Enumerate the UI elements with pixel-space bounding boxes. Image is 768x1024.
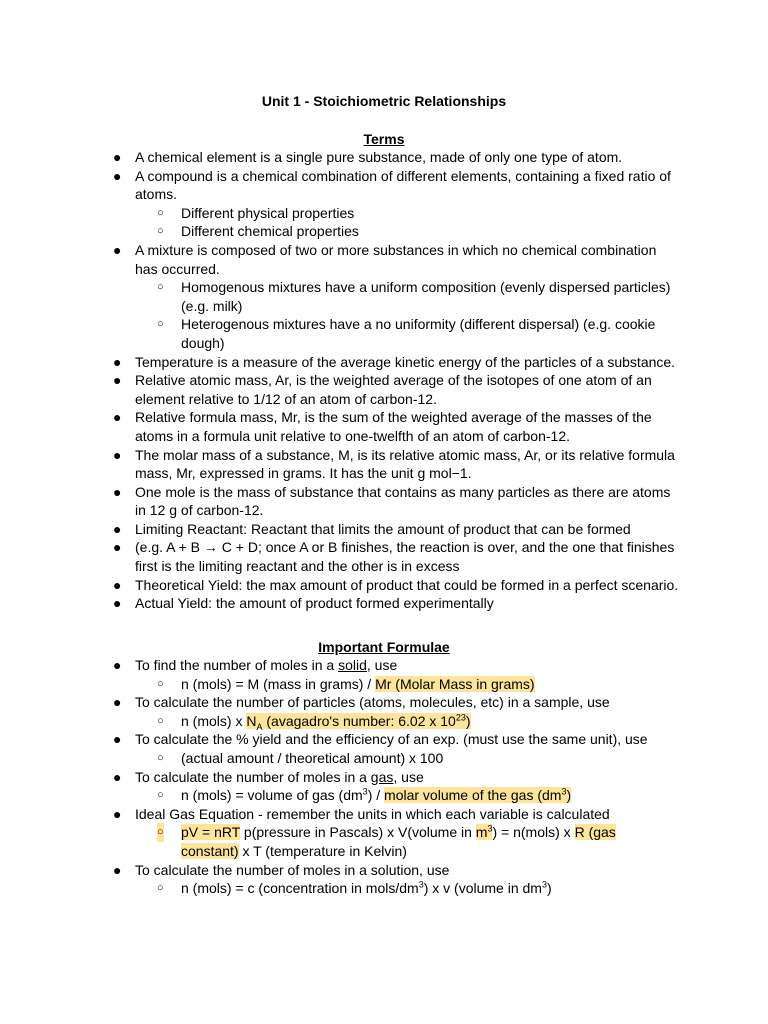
superscript: 3 xyxy=(362,786,368,797)
bullet: ● xyxy=(113,409,122,426)
sub-bullet: ○ xyxy=(157,225,164,238)
text-fragment: ) xyxy=(546,880,552,897)
highlighted-text: R (gas constant) xyxy=(181,824,616,859)
list-item xyxy=(0,371,680,408)
sub-list-item xyxy=(0,749,676,768)
terms-list xyxy=(0,148,680,613)
bullet: ● xyxy=(113,520,122,537)
superscript: 3 xyxy=(418,879,424,890)
text-fragment: n (mols) = c (concentration in mols/dm xyxy=(181,880,419,897)
list-item-text: A chemical element is a single pure substance, made of only one type of atom. xyxy=(135,149,623,165)
list-item xyxy=(0,520,680,539)
list-item-text: Temperature is a measure of the average kinetic energy of the particles of a substance. xyxy=(135,353,676,370)
list-item xyxy=(0,861,680,880)
list-item xyxy=(0,538,680,575)
sub-list-item xyxy=(0,675,676,694)
bullet: ● xyxy=(113,805,122,822)
text-fragment: ) xyxy=(465,712,471,729)
text-fragment: ) = n(mols) x xyxy=(492,824,575,841)
highlighted-text xyxy=(384,787,571,803)
list-item-text: Limiting Reactant: Reactant that limits the amount of product that can be formed xyxy=(135,520,631,537)
list-item xyxy=(0,576,680,595)
list-item xyxy=(0,693,680,712)
text-fragment: , use xyxy=(366,657,398,673)
highlighted-text: pV = nRT xyxy=(181,824,241,841)
sub-list-item xyxy=(0,278,676,315)
list-item-text: Different chemical properties xyxy=(181,223,359,240)
sub-bullet: ○ xyxy=(157,882,164,895)
list-item-text: Homogenous mixtures have a uniform composition (evenly dispersed particles) (e.g. milk) xyxy=(181,279,671,314)
bullet: ● xyxy=(113,731,122,748)
document-title: Unit 1 - Stoichiometric Relationships xyxy=(261,93,507,109)
bullet: ● xyxy=(113,483,122,500)
terms-heading: Terms xyxy=(363,131,405,147)
text-fragment: n (mols) = volume of gas (dm xyxy=(181,787,363,804)
formulae-list xyxy=(0,656,680,898)
list-item-text: One mole is the mass of substance that contains as many particles as there are atoms in 12 g of carbon-12. xyxy=(135,483,671,519)
text-fragment: x T (temperature in Kelvin) xyxy=(238,842,407,859)
list-item xyxy=(0,805,680,824)
list-item xyxy=(0,353,680,372)
list-item-text: To calculate the number of moles in a solution, use xyxy=(135,861,450,878)
bullet: ● xyxy=(113,576,122,593)
text-fragment: , use xyxy=(393,768,424,785)
text-fragment: (avagadro's number: 6.02 x 10 xyxy=(262,712,456,729)
list-item xyxy=(0,241,680,278)
list-item xyxy=(0,446,680,483)
text-fragment: ) x v (volume in dm xyxy=(423,880,542,897)
list-item xyxy=(0,656,680,675)
sub-bullet: ○ xyxy=(157,714,164,727)
bullet: ● xyxy=(113,595,122,612)
list-item xyxy=(0,730,680,749)
underlined-text: solid xyxy=(338,657,367,673)
superscript: 3 xyxy=(541,879,547,890)
text-fragment: ) xyxy=(566,787,572,804)
list-item-text: Heterogenous mixtures have a no uniformity (different dispersal) (e.g. cookie dough) xyxy=(181,316,656,351)
sub-bullet: ○ xyxy=(157,318,164,331)
list-item-text: To calculate the % yield and the efficiency of an exp. (must use the same unit), use xyxy=(135,731,648,748)
list-item xyxy=(0,594,680,613)
bullet: ● xyxy=(113,149,122,165)
underlined-text: gas xyxy=(370,768,394,785)
text-fragment: n (mols) = M (mass in grams) / xyxy=(181,675,376,692)
sub-bullet: ○ xyxy=(157,281,164,294)
list-item-text: (actual amount / theoretical amount) x 100 xyxy=(181,749,444,766)
highlighted-text xyxy=(246,712,471,732)
formulae-heading: Important Formulae xyxy=(318,639,450,655)
list-item-text: Actual Yield: the amount of product formed experimentally xyxy=(135,595,494,612)
list-item-text: Ideal Gas Equation - remember the units in which each variable is calculated xyxy=(135,805,610,822)
sub-bullet: ○ xyxy=(157,789,164,802)
list-item-text: A compound is a chemical combination of different elements, containing a fixed ratio of atoms. xyxy=(135,167,671,203)
list-item xyxy=(0,148,680,167)
list-item-text: Different physical properties xyxy=(181,204,355,221)
bullet: ● xyxy=(113,768,122,785)
subscript: A xyxy=(256,721,263,732)
bullet: ● xyxy=(113,372,122,389)
list-item xyxy=(0,483,680,520)
highlighted-text: Mr (Molar Mass in grams) xyxy=(375,675,535,692)
sub-bullet: ○ xyxy=(157,677,164,690)
list-item-text: Theoretical Yield: the max amount of product that could be formed in a perfect scenario. xyxy=(135,576,679,593)
list-item-text: (e.g. A + B → C + D; once A or B finishes, the reaction is over, and the one that finishes first is the limiting reactant and the other is in excess xyxy=(135,539,675,575)
list-item xyxy=(0,167,680,204)
sub-list-item xyxy=(0,204,676,223)
list-item-text: To calculate the number of particles (atoms, molecules, etc) in a sample, use xyxy=(135,694,610,711)
bullet: ● xyxy=(113,446,122,463)
bullet: ● xyxy=(113,353,122,370)
bullet: ● xyxy=(113,241,122,258)
bullet: ● xyxy=(113,861,122,878)
list-item-text: A mixture is composed of two or more substances in which no chemical combination has occurred. xyxy=(135,241,657,277)
text-fragment: molar volume of the gas (dm xyxy=(384,787,562,804)
sub-list-item xyxy=(0,786,676,805)
list-item xyxy=(0,768,680,787)
list-item-text: The molar mass of a substance, M, is its relative atomic mass, Ar, or its relative formula mass, Mr, expressed in grams. It has the unit g mol−1. xyxy=(135,446,675,482)
list-item xyxy=(0,408,680,445)
list-item-text: Relative formula mass, Mr, is the sum of the weighted average of the masses of the atoms in a formula unit relative to one-twelfth of an atom of carbon-12. xyxy=(135,409,652,444)
bullet: ● xyxy=(113,657,122,673)
text-fragment: m xyxy=(475,824,488,841)
superscript: 23 xyxy=(455,712,466,723)
sub-bullet: ○ xyxy=(157,751,164,764)
sub-bullet: ○ xyxy=(157,206,164,219)
bullet: ● xyxy=(113,539,122,556)
sub-list-item xyxy=(0,823,676,860)
highlighted-text xyxy=(476,824,493,840)
text-fragment: To calculate the number of moles in a xyxy=(135,768,371,785)
bullet: ● xyxy=(113,694,122,711)
sub-bullet: ○ xyxy=(157,823,164,842)
text-fragment: N xyxy=(246,712,257,729)
superscript: 3 xyxy=(561,786,567,797)
sub-list-item xyxy=(0,712,676,731)
text-fragment: ) / xyxy=(367,787,385,804)
text-fragment: n (mols) x xyxy=(181,712,247,729)
list-item-text: Relative atomic mass, Ar, is the weighted average of the isotopes of one atom of an element relative to 1/12 of an atom of carbon-12. xyxy=(135,372,652,407)
sub-list-item xyxy=(0,879,676,898)
sub-list-item xyxy=(0,222,676,241)
text-fragment: To find the number of moles in a xyxy=(135,657,339,673)
text-fragment: p(pressure in Pascals) x V(volume in xyxy=(240,824,476,841)
superscript: 3 xyxy=(487,823,493,834)
bullet: ● xyxy=(113,167,122,184)
sub-list-item xyxy=(0,315,676,352)
